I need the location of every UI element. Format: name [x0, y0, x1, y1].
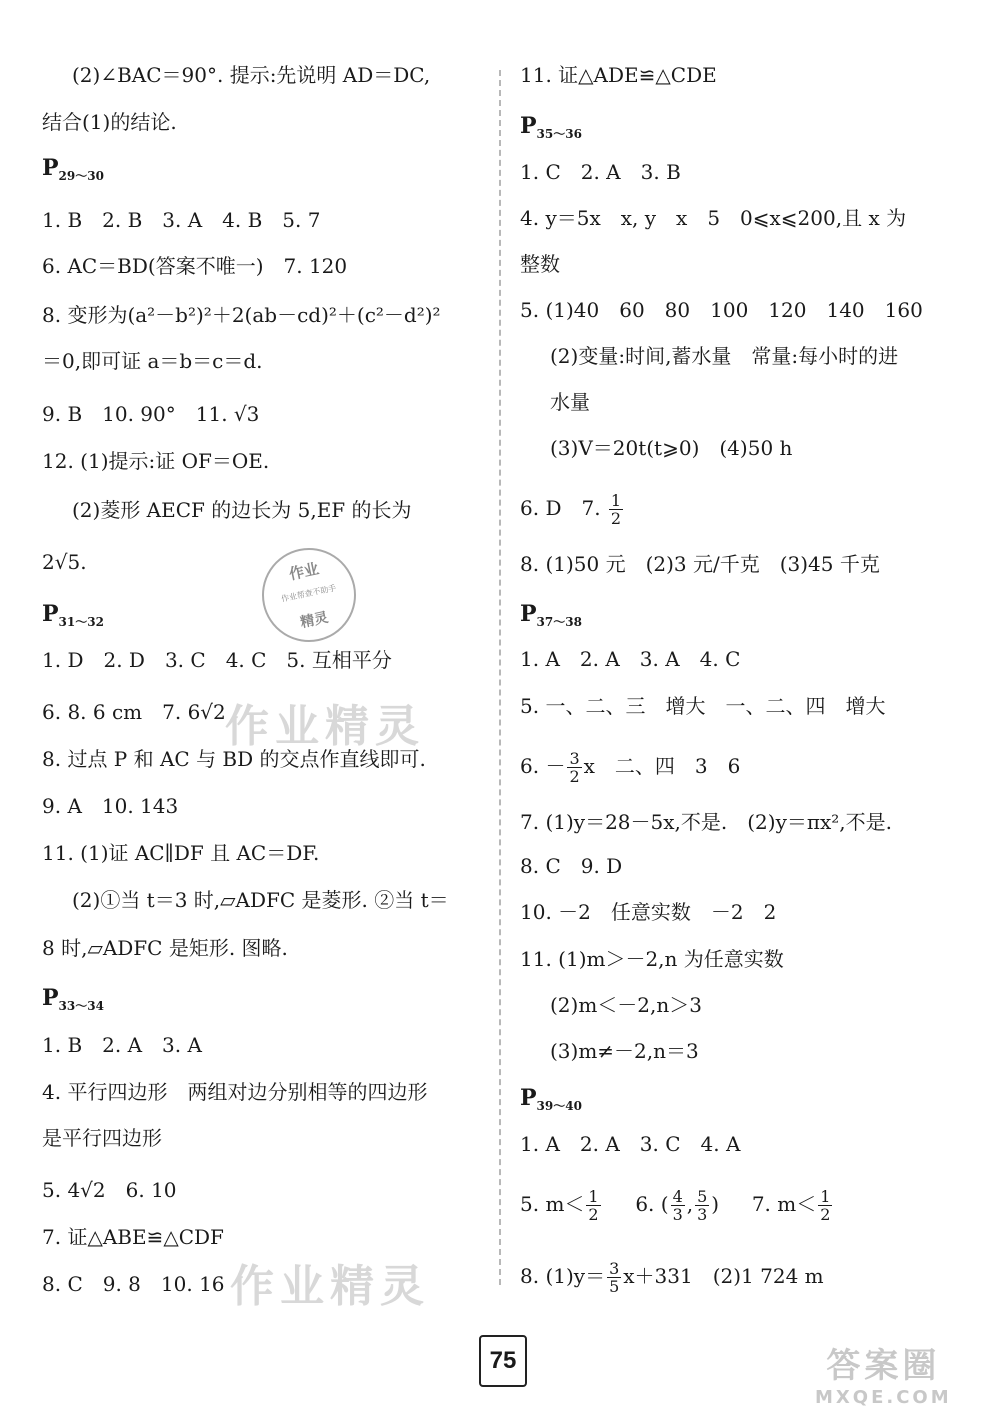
answer-line: 8. C 9. D — [520, 854, 623, 878]
answer-line: 11. 证△ADE≌△CDE — [520, 63, 717, 87]
answer-line: 12. (1)提示:证 OF＝OE. — [42, 449, 270, 473]
answer-line: 1. B 2. A 3. A — [42, 1033, 202, 1057]
answer-line: (2)①当 t＝3 时,▱ADFC 是菱形. ②当 t＝ — [72, 888, 449, 912]
answer-line: 11. (1)证 AC∥DF 且 AC＝DF. — [42, 841, 320, 865]
answer-line: 2√5. — [42, 550, 87, 574]
answer-line: 4. 平行四边形 两组对边分别相等的四边形 — [42, 1080, 428, 1104]
section-heading-37: $P_{37\sim 38}$ — [520, 601, 582, 629]
answer-line: 1. D 2. D 3. C 4. C 5. 互相平分 — [42, 648, 392, 672]
answer-line: 6. － $\frac{3}{2}$ x 二、四 3 6 — [520, 749, 741, 786]
section-heading-39: $P_{39\sim 40}$ — [520, 1085, 582, 1113]
answer-line: 7. 证△ABE≌△CDF — [42, 1225, 224, 1249]
column-divider — [499, 70, 501, 1285]
answer-line: 1. C 2. A 3. B — [520, 160, 681, 184]
answer-line: (2)∠BAC＝90°. 提示:先说明 AD＝DC, — [72, 63, 431, 87]
answer-line: 9. B 10. 90° 11. √3 — [42, 402, 260, 426]
answer-line: 6. 8. 6 cm 7. 6√2 — [42, 700, 226, 724]
answer-line: (2)变量:时间,蓄水量 常量:每小时的进 — [550, 344, 899, 368]
answer-line: 是平行四边形 — [42, 1126, 162, 1150]
answer-line: 水量 — [550, 390, 590, 414]
fraction: $\frac{1}{2}$ — [588, 1187, 599, 1224]
fraction: $\frac{5}{3}$ — [697, 1187, 708, 1224]
fraction: $\frac{1}{2}$ — [820, 1187, 831, 1224]
answer-line: 8. 变形为(a²－b²)²＋2(ab－cd)²＋(c²－d²)² — [42, 303, 441, 327]
answer-line: 8. (1)y＝ $\frac{3}{5}$ x＋331 (2)1 724 m — [520, 1259, 824, 1296]
answer-line: 10. －2 任意实数 －2 2 — [520, 900, 777, 924]
answer-line: (3)m≠－2,n＝3 — [550, 1039, 699, 1063]
answer-line: 8 时,▱ADFC 是矩形. 图略. — [42, 936, 288, 960]
answer-line: 6. AC＝BD(答案不唯一) 7. 120 — [42, 254, 348, 278]
site-logo: 答案圈 MXQE.COM — [815, 1346, 952, 1408]
answer-line: (3)V＝20t(t⩾0) (4)50 h — [550, 436, 793, 460]
answer-line: 1. A 2. A 3. A 4. C — [520, 647, 741, 671]
answer-line: 5. (1)40 60 80 100 120 140 160 — [520, 298, 923, 322]
section-heading-31: $P_{31\sim 32}$ — [42, 601, 104, 629]
answer-line: 8. 过点 P 和 AC 与 BD 的交点作直线即可. — [42, 747, 426, 771]
answer-line: 4. y＝5x x, y x 5 0⩽x⩽200,且 x 为 — [520, 206, 907, 230]
answer-line: 5. m＜ $\frac{1}{2}$ 6. ( $\frac{4}{3}$ , $\frac{5}{3}$ ) 7. m＜ $\frac{1}{2}$ — [520, 1187, 831, 1224]
answer-line: 8. (1)50 元 (2)3 元/千克 (3)45 千克 — [520, 552, 880, 576]
section-heading-33: $P_{33\sim 34}$ — [42, 985, 104, 1013]
answer-line: 整数 — [520, 252, 560, 276]
answer-line: 6. D 7. $\frac{1}{2}$ — [520, 491, 622, 528]
answer-line: (2)菱形 AECF 的边长为 5,EF 的长为 — [72, 498, 412, 522]
fraction: $\frac{3}{2}$ — [569, 749, 580, 786]
fraction: $\frac{4}{3}$ — [672, 1187, 683, 1224]
answer-line: 11. (1)m＞－2,n 为任意实数 — [520, 947, 784, 971]
page-number: 75 — [479, 1335, 527, 1387]
answer-line: 9. A 10. 143 — [42, 794, 179, 818]
answer-line: 8. C 9. 8 10. 16 — [42, 1272, 225, 1296]
answer-line: 5. 4√2 6. 10 — [42, 1178, 177, 1202]
answer-line: 5. 一、二、三 增大 一、二、四 增大 — [520, 694, 886, 718]
answer-line: 1. B 2. B 3. A 4. B 5. 7 — [42, 208, 321, 232]
answer-line: (2)m＜－2,n＞3 — [550, 993, 702, 1017]
answer-line: 1. A 2. A 3. C 4. A — [520, 1132, 741, 1156]
stamp-seal: 作业 作业帮查不助手 精灵 — [253, 539, 364, 650]
watermark-bottom: 作业精灵 — [230, 1261, 430, 1312]
fraction: $\frac{1}{2}$ — [610, 491, 622, 528]
section-heading-35: $P_{35\sim 36}$ — [520, 113, 582, 141]
answer-line: ＝0,即可证 a＝b＝c＝d. — [42, 349, 263, 373]
watermark-mid: 作业精灵 — [225, 701, 425, 752]
fraction: $\frac{3}{5}$ — [609, 1259, 620, 1296]
section-heading-29: $P_{29\sim 30}$ — [42, 155, 104, 183]
answer-line: 结合(1)的结论. — [42, 110, 177, 134]
answer-line: 7. (1)y＝28－5x,不是. (2)y＝πx²,不是. — [520, 810, 893, 834]
